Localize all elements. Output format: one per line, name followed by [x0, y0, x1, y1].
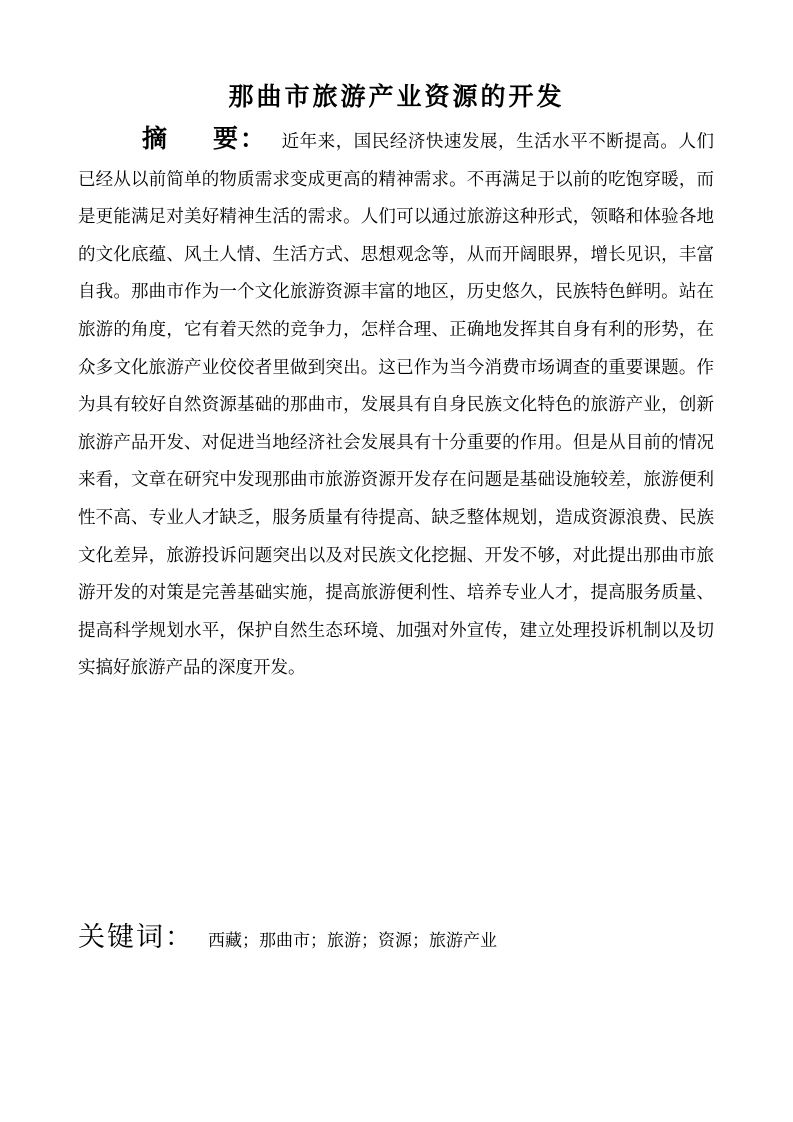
keywords-text: 西藏；那曲市；旅游；资源；旅游产业	[208, 931, 497, 951]
abstract-label-second: 要：	[213, 124, 268, 153]
keywords-label: 关键词：	[78, 922, 194, 953]
abstract-label	[142, 120, 267, 158]
abstract-label-first: 摘	[142, 124, 170, 153]
abstract-text: 近年来，国民经济快速发展，生活水平不断提高。人们已经从以前简单的物质需求变成更高的精神需求。不再满足于以前的吃饱穿暖，而是更能满足对美好精神生活的需求。人们可以通过旅游这种形式，领略和体验各地的文化底蕴、风土人情、生活方式、思想观念等，从而开阔眼界，增长见识，丰富自我。那曲市作为一个文化旅游资源丰富的地区，历史悠久，民族特色鲜明。站在旅游的角度，它有着天然的竞争力，怎样合理、正确地发挥其自身有利的形势，在众多文化旅游产业佼佼者里做到突出。这已作为当今消费市场调查的重要课题。作为具有较好自然资源基础的那曲市，发展具有自身民族文化特色的旅游产业，创新旅游产品开发、对促进当地经济社会发展具有十分重要的作用。但是从目前的情况来看，文章在研究中发现那曲市旅游资源开发存在问题是基础设施较差，旅游便利性不高、专业人才缺乏，服务质量有待提高、缺乏整体规划，造成资源浪费、民族文化差异，旅游投诉问题突出以及对民族文化挖掘、开发不够，对此提出那曲市旅游开发的对策是完善基础实施，提高旅游便利性、培养专业人才，提高服务质量、提高科学规划水平，保护自然生态环境、加强对外宣传，建立处理投诉机制以及切实搞好旅游产品的深度开发。	[78, 132, 714, 679]
keywords-line	[78, 918, 718, 961]
abstract-paragraph	[78, 120, 714, 688]
document-title: 那曲市旅游产业资源的开发	[228, 82, 565, 111]
